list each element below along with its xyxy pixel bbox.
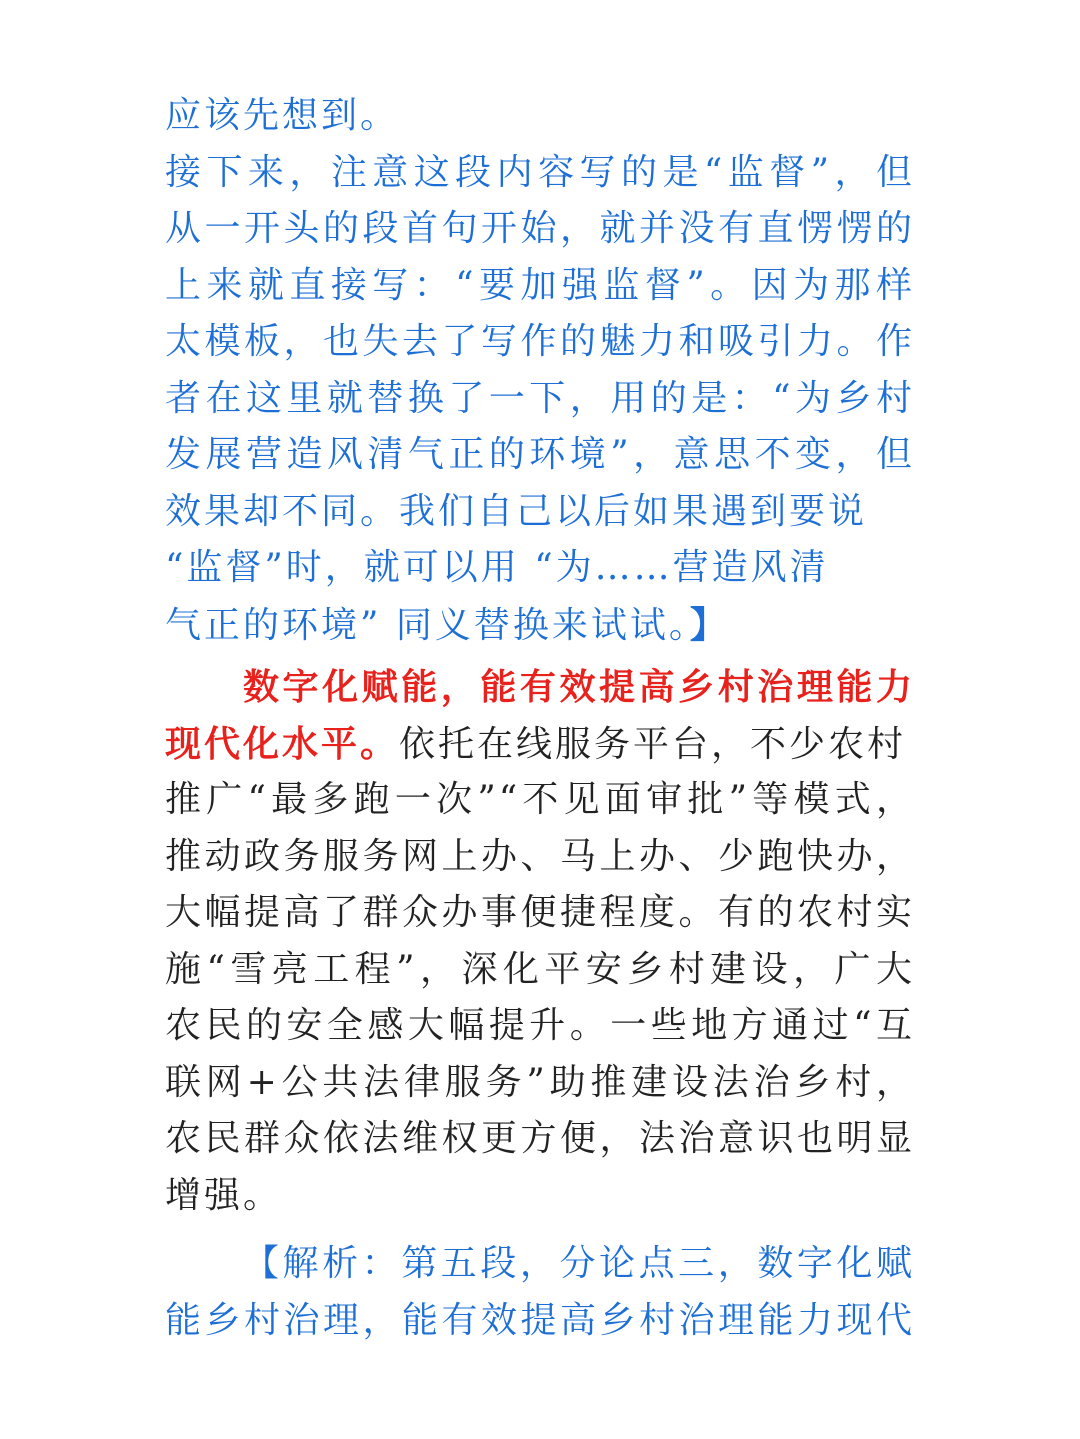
paragraph-line: 推广“最多跑一次”“不见面审批”等模式， [165,779,915,820]
analysis-line: 接下来，注意这段内容写的是“监督”，但 [165,151,915,193]
analysis-line: “监督”时，就可以用 “为……营造风清 [165,547,829,588]
analysis-line: 太模板，也失去了写作的魅力和吸引力。作 [165,321,915,362]
analysis-line: 效果却不同。我们自己以后如果遇到要说 [165,490,868,532]
paragraph-line: 农民的安全感大幅提升。一些地方通过“互 [165,1005,915,1046]
article-page [165,88,915,1349]
analysis-line-text: 气正的环境” 同义替换来试试。 [165,604,690,646]
analysis-line: 从一开头的段首句开始，就并没有直愣愣的 [165,208,915,249]
closing-bracket: 】 [689,603,729,646]
paragraph-line: 联网+公共法律服务”助推建设法治乡村， [165,1061,915,1103]
analysis-line: 【解析：第五段，分论点三，数字化赋 [243,1243,915,1284]
analysis-line: 应该先想到。 [165,95,400,136]
analysis-line-last [165,597,915,654]
paragraph-heading: 数字化赋能，能有效提高乡村治理能力 [243,666,915,708]
paragraph-line: 增强。 [165,1174,283,1216]
paragraph-heading-end: 现代化水平。 [165,722,400,765]
paragraph-line: 大幅提高了群众办事便捷程度。有的农村实 [165,892,915,933]
analysis-note-top [165,88,915,653]
paragraph-text: 依托在线服务平台，不少农村 [399,723,907,765]
analysis-line: 者在这里就替换了一下，用的是：“为乡村 [165,377,915,419]
analysis-note-bottom [165,1236,915,1349]
paragraph-line: 农民群众依法维权更方便，法治意识也明显 [165,1118,915,1159]
paragraph-line: 推动政务服务网上办、马上办、少跑快办， [165,835,915,877]
paragraph-line: 施“雪亮工程”，深化平安乡村建设，广大 [165,948,915,990]
body-paragraph-5 [165,659,915,1224]
analysis-line: 上来就直接写：“要加强监督”。因为那样 [165,264,915,306]
paragraph-line [165,716,915,773]
analysis-line: 发展营造风清气正的环境”，意思不变，但 [165,434,915,475]
analysis-line: 能乡村治理，能有效提高乡村治理能力现代 [165,1299,915,1341]
